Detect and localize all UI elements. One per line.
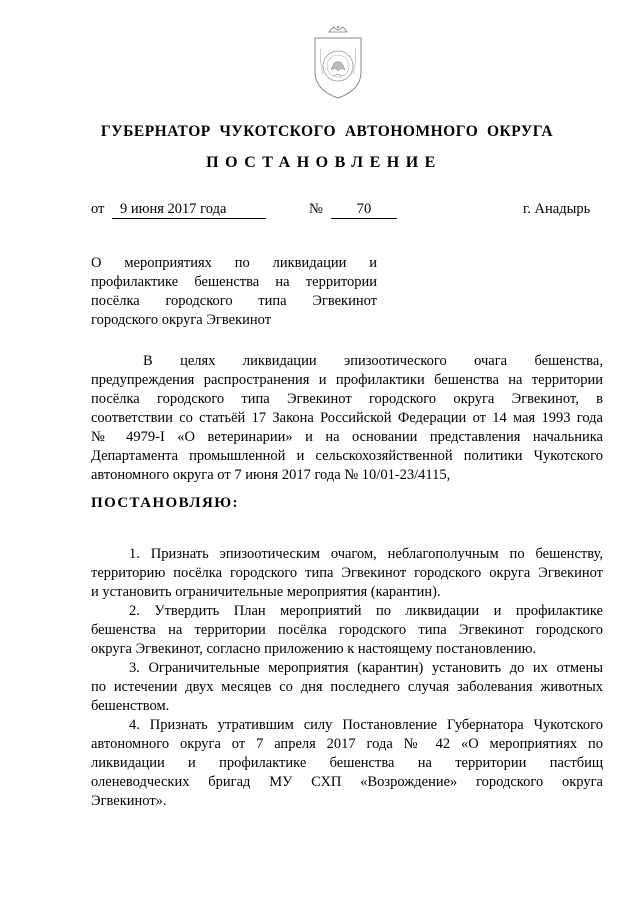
- item-line: 1. Признать эпизоотическим очагом, неблагополучным по бешенству,: [129, 546, 603, 562]
- document-date: 9 июня 2017 года: [112, 201, 266, 219]
- date-from-label: от: [91, 201, 105, 217]
- item-line: ликвидации и профилактике бешенства на территории пастбищ: [91, 755, 603, 771]
- item-line: и установить ограничительные мероприятия (карантин).: [91, 584, 441, 600]
- item-line: бешенством.: [91, 698, 170, 714]
- item-line: 2. Утвердить План мероприятий по ликвидации и профилактике: [129, 603, 603, 619]
- emblem-icon: [307, 24, 369, 102]
- document-subject: [91, 254, 377, 330]
- item-line: оленеводческих бригад МУ СХП «Возрождение» городского округа: [91, 774, 603, 790]
- resolution-item-3: [91, 659, 603, 716]
- subject-line: профилактике бешенства на территории: [91, 274, 377, 290]
- item-line: по истечении двух месяцев со дня последнего случая заболевания животных: [91, 679, 603, 695]
- preamble-line: предупреждения распространения и профилактики бешенства на территории: [91, 372, 603, 388]
- document-city: г. Анадырь: [523, 201, 591, 217]
- subject-line: городского округа Эгвекинот: [91, 312, 272, 328]
- item-line: округа Эгвекинот, согласно приложению к настоящему постановлению.: [91, 641, 537, 657]
- item-line: бешенства на территории посёлка городского типа Эгвекинот городского: [91, 622, 603, 638]
- resolve-heading: ПОСТАНОВЛЯЮ:: [91, 495, 239, 511]
- coat-of-arms-emblem: [307, 24, 369, 102]
- item-line: 3. Ограничительные мероприятия (карантин) установить до их отмены: [129, 660, 603, 676]
- preamble-line: № 4979-I «О ветеринарии» и на основании представления начальника: [91, 429, 603, 445]
- document-type-title: ПОСТАНОВЛЕНИЕ: [206, 154, 442, 171]
- document-number: 70: [331, 201, 397, 219]
- subject-line: посёлка городского типа Эгвекинот: [91, 293, 377, 309]
- subject-line: О мероприятиях по ликвидации и: [91, 255, 377, 271]
- number-sign-label: №: [309, 201, 323, 217]
- issuing-authority: ГУБЕРНАТОР ЧУКОТСКОГО АВТОНОМНОГО ОКРУГА: [100, 123, 554, 140]
- preamble-line: В целях ликвидации эпизоотического очага бешенства,: [143, 353, 603, 369]
- resolution-item-4: [91, 716, 603, 811]
- item-line: 4. Признать утратившим силу Постановление Губернатора Чукотского: [129, 717, 603, 733]
- preamble-paragraph: [91, 352, 603, 485]
- preamble-line: Департамента промышленной и сельскохозяйственной политики Чукотского: [91, 448, 603, 464]
- item-line: территорию посёлка городского типа Эгвекинот городского округа Эгвекинот: [91, 565, 603, 581]
- item-line: автономного округа от 7 апреля 2017 года № 42 «О мероприятиях по: [91, 736, 603, 752]
- document-meta-row: [0, 201, 640, 223]
- item-line: Эгвекинот».: [91, 793, 167, 809]
- preamble-line: посёлка городского типа Эгвекинот городского округа Эгвекинот, в: [91, 391, 603, 407]
- preamble-line: соответствии со статьёй 17 Закона Российской Федерации от 14 мая 1993 года: [91, 410, 603, 426]
- resolution-item-2: [91, 602, 603, 659]
- resolution-item-1: [91, 545, 603, 602]
- preamble-line: автономного округа от 7 июня 2017 года № 10/01-23/4115,: [91, 467, 451, 483]
